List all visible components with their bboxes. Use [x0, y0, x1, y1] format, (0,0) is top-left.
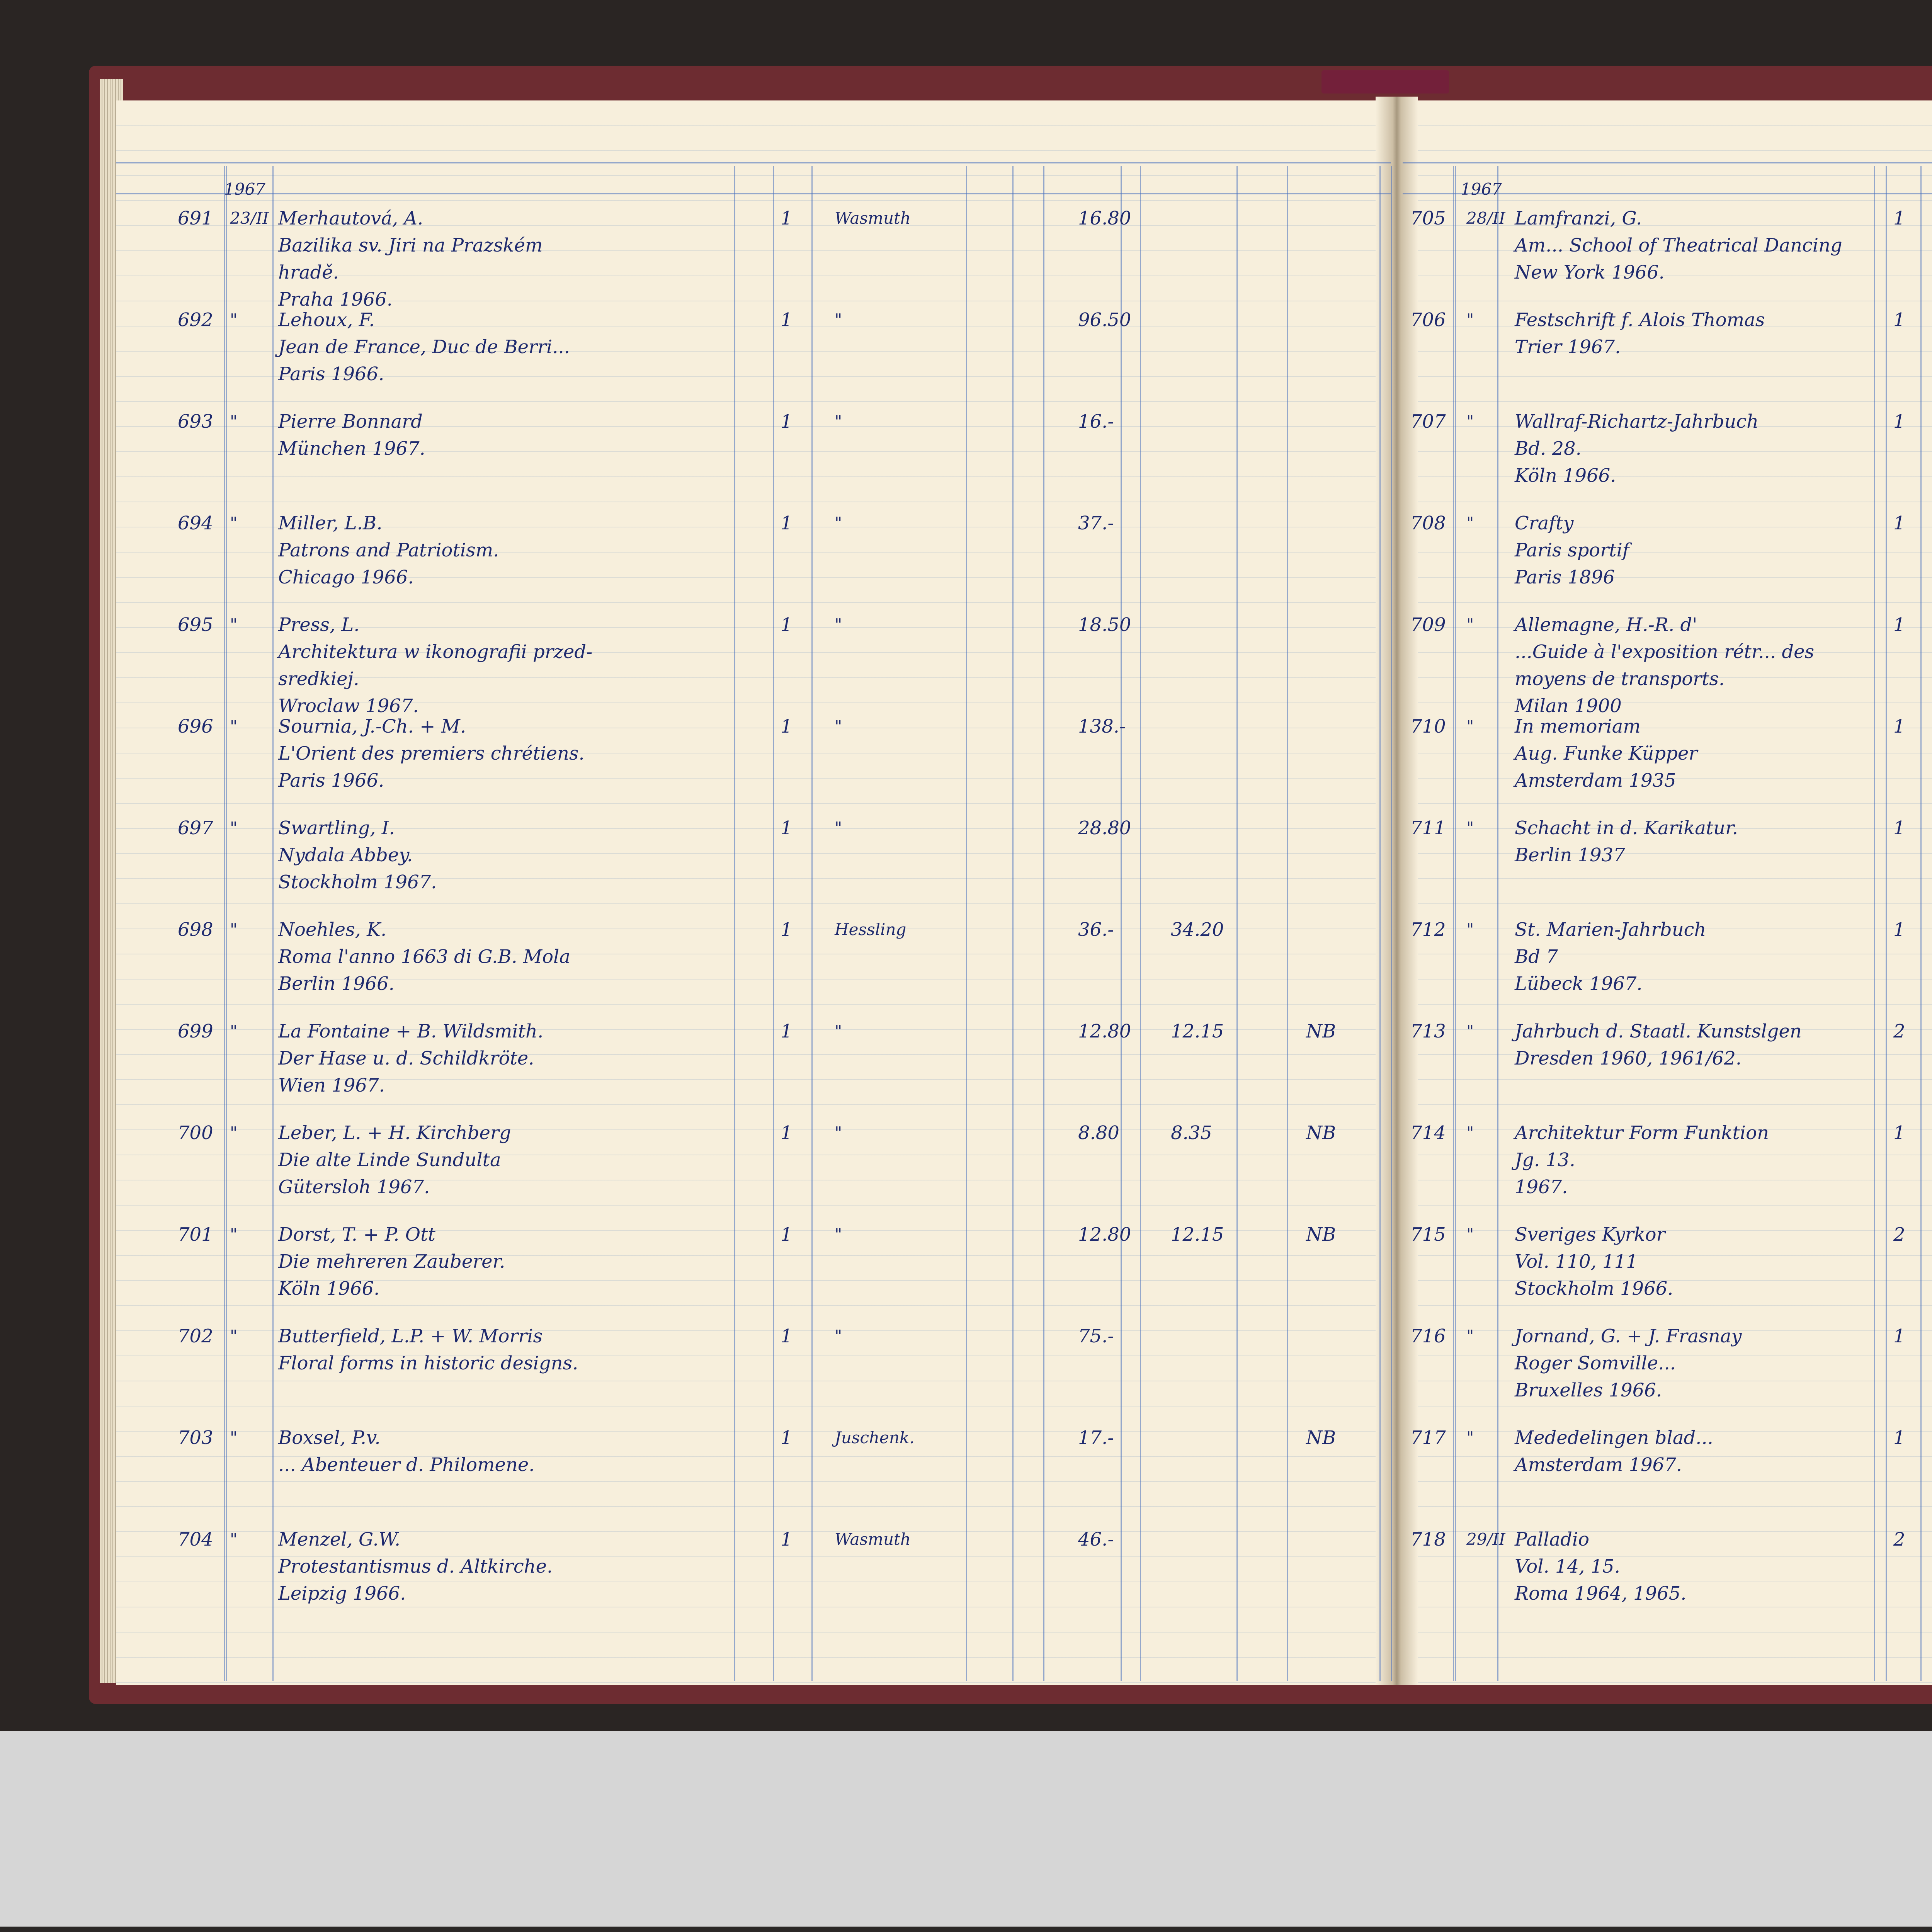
entry-price: 16.80: [1078, 207, 1131, 229]
entry-number: 703: [178, 1427, 213, 1449]
entry-date: ": [230, 514, 238, 532]
entry-number: 706: [1410, 309, 1446, 331]
entry-title: Lamfranzi, G. Am... School of Theatrical Dancing New York 1966.: [1515, 207, 1842, 283]
left-column-rule: [224, 166, 225, 1681]
entry-title: Noehles, K. Roma l'anno 1663 di G.B. Mola Berlin 1966.: [278, 919, 571, 995]
entry-title: Jornand, G. + J. Frasnay Roger Somville... Bruxelles 1966.: [1515, 1325, 1742, 1401]
entry-date: ": [1466, 1225, 1474, 1244]
entry-title: In memoriam Aug. Funke Küpper Amsterdam 1935: [1515, 716, 1698, 791]
entry-price: 96.50: [1078, 309, 1131, 331]
entry-title: Mededelingen blad... Amsterdam 1967.: [1515, 1427, 1713, 1476]
entry-price: 18.50: [1078, 614, 1131, 636]
entry-title: Architektur Form Funktion Jg. 13. 1967.: [1515, 1122, 1769, 1198]
entry-dealer: ": [835, 1327, 842, 1345]
entry-date: ": [1466, 1428, 1474, 1447]
entry-number: 716: [1410, 1325, 1446, 1347]
right-header-rule: [1403, 162, 1932, 163]
entry-quantity: 1: [781, 1020, 793, 1042]
entry-title: Butterfield, L.P. + W. Morris Floral forms in historic designs.: [278, 1325, 578, 1374]
entry-number: 712: [1410, 919, 1446, 940]
left-year-heading: 1967: [224, 180, 265, 199]
entry-quantity: 1: [781, 919, 793, 940]
left-header-rule: [116, 193, 1391, 194]
right-year-heading: 1967: [1461, 180, 1502, 199]
bookmark-ribbon: [1321, 70, 1449, 94]
left-column-rule: [1236, 166, 1238, 1681]
entry-number: 700: [178, 1122, 213, 1144]
entry-quantity: 1: [781, 1529, 793, 1550]
right-column-rule: [1874, 166, 1875, 1681]
entry-title: Sveriges Kyrkor Vol. 110, 111 Stockholm 1966.: [1515, 1224, 1673, 1299]
entry-date: ": [230, 1327, 238, 1345]
entry-quantity: 1: [1893, 207, 1905, 229]
entry-dealer: Hessling: [835, 920, 906, 939]
entry-dealer: Wasmuth: [835, 1530, 911, 1549]
entry-title: Merhautová, A. Bazilika sv. Jiri na Prazském hradě. Praha 1966.: [278, 207, 543, 310]
entry-price-net: 8.35: [1171, 1122, 1212, 1144]
entry-title: La Fontaine + B. Wildsmith. Der Hase u. d. Schildkröte. Wien 1967.: [278, 1020, 544, 1096]
entry-dealer: ": [835, 1123, 842, 1142]
entry-title: Palladio Vol. 14, 15. Roma 1964, 1965.: [1515, 1529, 1687, 1604]
entry-number: 693: [178, 411, 213, 432]
entry-dealer: ": [835, 818, 842, 837]
entry-number: 702: [178, 1325, 213, 1347]
entry-number: 699: [178, 1020, 213, 1042]
entry-title: Festschrift f. Alois Thomas Trier 1967.: [1515, 309, 1765, 358]
entry-title: Swartling, I. Nydala Abbey. Stockholm 1967.: [278, 817, 437, 893]
entry-quantity: 1: [1893, 716, 1905, 737]
entry-title: Dorst, T. + P. Ott Die mehreren Zauberer. Köln 1966.: [278, 1224, 505, 1299]
entry-title: Press, L. Architektura w ikonografii przed- sredkiej. Wroclaw 1967.: [278, 614, 593, 717]
entry-title: Menzel, G.W. Protestantismus d. Altkirche. Leipzig 1966.: [278, 1529, 553, 1604]
entry-price: 16.-: [1078, 411, 1114, 432]
entry-date: ": [230, 1022, 238, 1041]
entry-price: 75.-: [1078, 1325, 1114, 1347]
entry-date: ": [230, 717, 238, 736]
entry-quantity: 1: [781, 1427, 793, 1449]
entry-quantity: 1: [781, 512, 793, 534]
entry-quantity: 1: [1893, 817, 1905, 839]
entry-date: ": [1466, 1123, 1474, 1142]
right-column-rule: [1497, 166, 1498, 1681]
entry-dealer: ": [835, 1022, 842, 1041]
entry-quantity: 1: [781, 411, 793, 432]
left-column-rule: [966, 166, 967, 1681]
left-column-rule: [1140, 166, 1141, 1681]
entry-date: ": [230, 1530, 238, 1549]
entry-date: ": [1466, 818, 1474, 837]
right-column-rule: [1920, 166, 1922, 1681]
entry-title: Allemagne, H.-R. d' ...Guide à l'exposition rétr... des moyens de transports. Milan 1900: [1515, 614, 1815, 717]
entry-date: 28/II: [1466, 209, 1505, 228]
entry-quantity: 2: [1893, 1020, 1905, 1042]
entry-title: Crafty Paris sportif Paris 1896: [1515, 512, 1629, 588]
entry-date: ": [230, 1225, 238, 1244]
entry-price-net: 12.15: [1171, 1020, 1224, 1042]
entry-number: 691: [178, 207, 213, 229]
entry-title: Schacht in d. Karikatur. Berlin 1937: [1515, 817, 1738, 866]
entry-number: 705: [1410, 207, 1446, 229]
entry-quantity: 1: [781, 1325, 793, 1347]
entry-quantity: 1: [1893, 411, 1905, 432]
entry-quantity: 1: [1893, 309, 1905, 331]
entry-quantity: 1: [781, 309, 793, 331]
entry-dealer: ": [835, 717, 842, 736]
entry-title: Sournia, J.-Ch. + M. L'Orient des premiers chrétiens. Paris 1966.: [278, 716, 585, 791]
entry-date: ": [1466, 514, 1474, 532]
entry-number: 698: [178, 919, 213, 940]
entry-number: 711: [1410, 817, 1446, 839]
entry-date: ": [1466, 412, 1474, 431]
entry-quantity: 1: [781, 716, 793, 737]
left-header-rule: [116, 162, 1391, 163]
entry-title: Lehoux, F. Jean de France, Duc de Berri... Paris 1966.: [278, 309, 570, 385]
entry-number: 713: [1410, 1020, 1446, 1042]
entry-date: 23/II: [230, 209, 269, 228]
entry-title: Leber, L. + H. Kirchberg Die alte Linde Sundulta Gütersloh 1967.: [278, 1122, 511, 1198]
entry-quantity: 2: [1893, 1224, 1905, 1245]
right-column-rule: [1455, 166, 1456, 1681]
entry-dealer: ": [835, 412, 842, 431]
entry-price: 37.-: [1078, 512, 1114, 534]
left-column-rule: [226, 166, 227, 1681]
left-column-rule: [1012, 166, 1014, 1681]
entry-number: 714: [1410, 1122, 1446, 1144]
entry-date: ": [1466, 920, 1474, 939]
entry-number: 708: [1410, 512, 1446, 534]
entry-number: 718: [1410, 1529, 1446, 1550]
entry-number: 694: [178, 512, 213, 534]
entry-price: 17.-: [1078, 1427, 1114, 1449]
entry-quantity: 1: [781, 817, 793, 839]
left-column-rule: [272, 166, 274, 1681]
left-column-rule: [1043, 166, 1044, 1681]
left-column-rule: [1379, 166, 1381, 1681]
entry-number: 704: [178, 1529, 213, 1550]
footer-bar: [0, 1731, 1932, 1927]
entry-quantity: 1: [1893, 1325, 1905, 1347]
left-column-rule: [1121, 166, 1122, 1681]
entry-dealer: Wasmuth: [835, 209, 911, 228]
entry-price: 28.80: [1078, 817, 1131, 839]
entry-date: ": [230, 310, 238, 329]
entry-number: 696: [178, 716, 213, 737]
entry-title: Miller, L.B. Patrons and Patriotism. Chicago 1966.: [278, 512, 499, 588]
entry-quantity: 1: [1893, 1427, 1905, 1449]
entry-date: ": [1466, 1022, 1474, 1041]
entry-date: 29/II: [1466, 1530, 1505, 1549]
entry-date: ": [1466, 615, 1474, 634]
entry-price-net: 12.15: [1171, 1224, 1224, 1245]
entry-number: 697: [178, 817, 213, 839]
entry-title: Jahrbuch d. Staatl. Kunstslgen Dresden 1960, 1961/62.: [1515, 1020, 1802, 1069]
entry-price: 12.80: [1078, 1020, 1131, 1042]
entry-number: 717: [1410, 1427, 1446, 1449]
right-column-rule: [1886, 166, 1887, 1681]
entry-number: 710: [1410, 716, 1446, 737]
entry-note: NB: [1306, 1020, 1336, 1042]
left-column-rule: [1391, 166, 1392, 1681]
entry-title: St. Marien-Jahrbuch Bd 7 Lübeck 1967.: [1515, 919, 1706, 995]
entry-number: 709: [1410, 614, 1446, 636]
entry-quantity: 1: [781, 1224, 793, 1245]
entry-date: ": [230, 1428, 238, 1447]
entry-date: ": [1466, 717, 1474, 736]
entry-date: ": [1466, 1327, 1474, 1345]
entry-date: ": [230, 615, 238, 634]
entry-price-net: 34.20: [1171, 919, 1224, 940]
entry-title: Pierre Bonnard München 1967.: [278, 411, 425, 459]
entry-date: ": [1466, 310, 1474, 329]
entry-number: 692: [178, 309, 213, 331]
entry-quantity: 1: [1893, 614, 1905, 636]
entry-price: 8.80: [1078, 1122, 1119, 1144]
entry-dealer: ": [835, 615, 842, 634]
left-column-rule: [773, 166, 774, 1681]
entry-title: Boxsel, P.v. ... Abenteuer d. Philomene.: [278, 1427, 535, 1476]
entry-date: ": [230, 920, 238, 939]
left-column-rule: [1287, 166, 1288, 1681]
entry-quantity: 1: [781, 614, 793, 636]
entry-note: NB: [1306, 1122, 1336, 1144]
entry-quantity: 1: [1893, 919, 1905, 940]
entry-date: ": [230, 1123, 238, 1142]
entry-quantity: 1: [781, 207, 793, 229]
entry-price: 12.80: [1078, 1224, 1131, 1245]
right-column-rule: [1453, 166, 1454, 1681]
entry-dealer: ": [835, 310, 842, 329]
entry-price: 36.-: [1078, 919, 1114, 940]
entry-dealer: ": [835, 1225, 842, 1244]
entry-number: 715: [1410, 1224, 1446, 1245]
left-column-rule: [811, 166, 813, 1681]
entry-quantity: 1: [781, 1122, 793, 1144]
entry-note: NB: [1306, 1224, 1336, 1245]
entry-title: Wallraf-Richartz-Jahrbuch Bd. 28. Köln 1966.: [1515, 411, 1759, 486]
entry-date: ": [230, 818, 238, 837]
entry-number: 695: [178, 614, 213, 636]
entry-number: 707: [1410, 411, 1446, 432]
entry-dealer: ": [835, 514, 842, 532]
entry-price: 46.-: [1078, 1529, 1114, 1550]
entry-quantity: 1: [1893, 512, 1905, 534]
entry-quantity: 1: [1893, 1122, 1905, 1144]
entry-number: 701: [178, 1224, 213, 1245]
entry-dealer: Juschenk.: [835, 1428, 915, 1447]
left-column-rule: [734, 166, 735, 1681]
entry-price: 138.-: [1078, 716, 1126, 737]
entry-quantity: 2: [1893, 1529, 1905, 1550]
entry-note: NB: [1306, 1427, 1336, 1449]
entry-date: ": [230, 412, 238, 431]
